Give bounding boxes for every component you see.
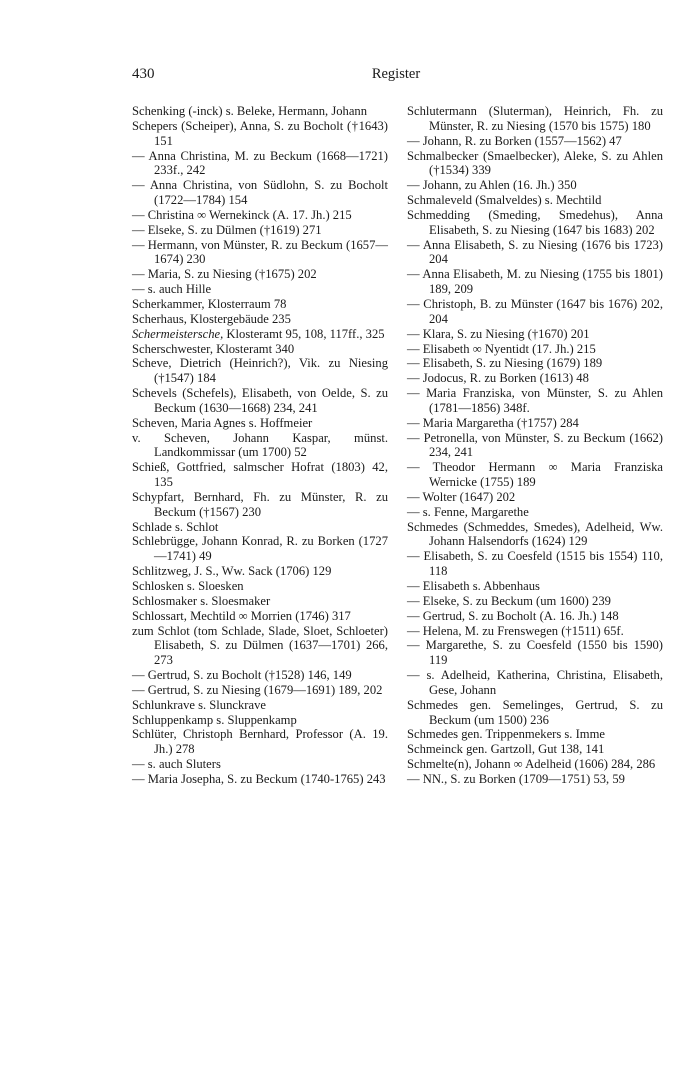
register-entry-text: — s. auch Hille [132, 282, 212, 297]
register-entry [407, 104, 663, 134]
register-entry [132, 757, 388, 772]
running-title: Register [371, 66, 421, 82]
register-entry-text: Schmedes gen. Trippenmekers s. Imme [407, 727, 605, 742]
register-entry-text: — Maria Margaretha (†1757) 284 [407, 415, 579, 430]
register-entry [407, 742, 663, 757]
register-entry [407, 149, 663, 179]
register-column-right [407, 104, 663, 787]
register-entry [407, 356, 663, 371]
register-entry [407, 178, 663, 193]
register-entry [407, 757, 663, 772]
register-entry [407, 579, 663, 594]
register-entry-text: — Anna Elisabeth, M. zu Niesing (1755 bis 1801) 189, 209 [407, 267, 663, 297]
register-entry-text: — Theodor Hermann ∞ Maria Franziska Wernicke (1755) 189 [407, 460, 663, 490]
register-entry [407, 490, 663, 505]
register-entry-text: — Maria, S. zu Niesing (†1675) 202 [132, 267, 317, 282]
register-entry [132, 238, 388, 268]
register-entry-text: — Elisabeth s. Abbenhaus [407, 579, 540, 593]
register-entry-text: — Elisabeth, S. zu Coesfeld (1515 bis 1554) 110, 118 [407, 549, 663, 579]
register-entry [407, 342, 663, 357]
register-entry [132, 104, 388, 119]
register-entry-text: zum Schlot (tom Schlade, Slade, Sloet, Schloeter) Elisabeth, S. zu Dülmen (1637—1701) 266, 273 [132, 623, 388, 668]
register-entry [407, 267, 663, 297]
register-entry-text: Schieß, Gottfried, salmscher Hofrat (1803) 42, 135 [132, 460, 388, 490]
register-entry-text: — s. Fenne, Margarethe [407, 504, 529, 519]
page-number: 430 [132, 66, 155, 82]
register-entry-text: Schenking (-inck) s. Beleke, Hermann, Johann [132, 104, 368, 118]
register-entry [132, 386, 388, 416]
register-entry-text: — Christoph, B. zu Münster (1647 bis 1676) 202, 204 [407, 296, 663, 326]
register-entry [132, 594, 388, 609]
register-entry [407, 505, 663, 520]
register-entry-text: — Elseke, S. zu Dülmen (†1619) 271 [132, 222, 322, 237]
register-entry-text: Schmalbecker (Smaelbecker), Aleke, S. zu Ahlen (†1534) 339 [407, 148, 663, 178]
register-entry [132, 208, 388, 223]
register-entry-text: — Margarethe, S. zu Coesfeld (1550 bis 1590) 119 [407, 638, 663, 668]
register-entry-text: Schlutermann (Sluterman), Heinrich, Fh. zu Münster, R. zu Niesing (1570 bis 1575) 180 [407, 104, 663, 133]
register-entry-text: Schluppenkamp s. Sluppenkamp [132, 712, 297, 727]
register-entry-text: Scheven, Maria Agnes s. Hoffmeier [132, 415, 313, 430]
register-entry [132, 564, 388, 579]
register-entry-text: — Gertrud, S. zu Bocholt (A. 16. Jh.) 148 [407, 608, 619, 623]
register-entry-text: — Gertrud, S. zu Bocholt (†1528) 146, 149 [132, 668, 352, 683]
register-entry [132, 727, 388, 757]
register-entry-text: Scheve, Dietrich (Heinrich?), Vik. zu Niesing (†1547) 184 [132, 356, 388, 386]
register-entry [407, 638, 663, 668]
register-entry-text: — Elisabeth ∞ Nyentidt (17. Jh.) 215 [407, 341, 596, 356]
register-entry [132, 713, 388, 728]
register-entry [132, 178, 388, 208]
register-entry-text: — s. auch Sluters [132, 757, 221, 772]
register-entry-text: v. Scheven, Johann Kaspar, münst. Landkommissar (um 1700) 52 [132, 430, 388, 460]
register-entry [407, 460, 663, 490]
register-entry-text: Schlosken s. Sloesken [132, 579, 244, 593]
register-entry [407, 772, 663, 787]
register-entry-text: Schlossart, Mechtild ∞ Morrien (1746) 317 [132, 608, 351, 623]
register-entry [132, 327, 388, 342]
register-entry-text: — Wolter (1647) 202 [407, 489, 516, 504]
register-entry-text: Schmelte(n), Johann ∞ Adelheid (1606) 284, 286 [407, 757, 656, 772]
register-entry [407, 238, 663, 268]
register-entry [407, 727, 663, 742]
register-entry [407, 208, 663, 238]
register-entry-text: — Klara, S. zu Niesing (†1670) 201 [407, 326, 590, 341]
register-entry [407, 193, 663, 208]
register-entry [132, 772, 388, 787]
register-entry [132, 416, 388, 431]
register-entry-text: — Anna Elisabeth, S. zu Niesing (1676 bis 1723) 204 [407, 237, 663, 267]
register-entry-text: Schmedes (Schmeddes, Smedes), Adelheid, Ww. Johann Halsendorfs (1624) 129 [407, 519, 663, 549]
register-entry [132, 668, 388, 683]
register-entry [407, 668, 663, 698]
register-entry-text: — Johann, zu Ahlen (16. Jh.) 350 [407, 178, 577, 193]
register-entry-text: — Johann, R. zu Borken (1557—1562) 47 [407, 133, 622, 148]
register-entry-text: — Jodocus, R. zu Borken (1613) 48 [407, 371, 589, 386]
register-entry [407, 594, 663, 609]
register-entry-text: Schepers (Scheiper), Anna, S. zu Bocholt (†1643) 151 [132, 118, 388, 148]
register-column-left [132, 104, 388, 787]
register-entry [132, 431, 388, 461]
register-entry-text: Schlüter, Christoph Bernhard, Professor (A. 19. Jh.) 278 [132, 727, 388, 757]
register-entry-text: — Elseke, S. zu Beckum (um 1600) 239 [407, 593, 611, 608]
register-entry-text: — Anna Christina, von Südlohn, S. zu Bocholt (1722—1784) 154 [132, 178, 388, 208]
register-entry-text: Schlade s. Schlot [132, 519, 219, 534]
register-entry [407, 520, 663, 550]
register-entry [132, 520, 388, 535]
register-entry [132, 356, 388, 386]
register-entry-text: Scherkammer, Klosterraum 78 [132, 296, 287, 311]
register-entry-head: Schermeistersche, [132, 326, 224, 341]
register-entry-text: — s. Adelheid, Katherina, Christina, Elisabeth, Gese, Johann [407, 668, 663, 697]
register-entry [132, 267, 388, 282]
register-entry-text: — Christina ∞ Wernekinck (A. 17. Jh.) 215 [132, 207, 352, 222]
register-entry-text: Schypfart, Bernhard, Fh. zu Münster, R. zu Beckum (†1567) 230 [132, 489, 388, 519]
register-entry-text: — Elisabeth, S. zu Niesing (1679) 189 [407, 356, 603, 371]
register-entry [132, 223, 388, 238]
register-entry-text: Schlunkrave s. Slunckrave [132, 697, 266, 712]
register-entry [132, 579, 388, 594]
register-entry-text: — Anna Christina, M. zu Beckum (1668—1721) 233f., 242 [132, 148, 388, 178]
register-entry [407, 371, 663, 386]
register-entry [407, 327, 663, 342]
register-entry [132, 119, 388, 149]
register-entry-text: — Helena, M. zu Frenswegen (†1511) 65f. [407, 623, 624, 638]
register-entry [407, 386, 663, 416]
register-entry-text: — Hermann, von Münster, R. zu Beckum (1657—1674) 230 [132, 237, 388, 267]
register-entry-text: — Maria Franziska, von Münster, S. zu Ahlen (1781—1856) 348f. [407, 386, 663, 415]
register-entry [132, 282, 388, 297]
register-entry-text: — Maria Josepha, S. zu Beckum (1740-1765) 243 [132, 771, 386, 786]
register-entry [407, 297, 663, 327]
register-entry [132, 698, 388, 713]
register-entry [407, 431, 663, 461]
register-entry [132, 609, 388, 624]
register-entry-text: Schmeinck gen. Gartzoll, Gut 138, 141 [407, 742, 605, 757]
register-entry [407, 549, 663, 579]
register-entry [132, 149, 388, 179]
register-entry-text: Schmedding (Smeding, Smedehus), Anna Elisabeth, S. zu Niesing (1647 bis 1683) 202 [407, 207, 663, 237]
register-entry-text: — Gertrud, S. zu Niesing (1679—1691) 189, 202 [132, 682, 383, 697]
page-header [132, 66, 660, 86]
register-entry-text: Scherhaus, Klostergebäude 235 [132, 311, 291, 326]
register-entry [132, 342, 388, 357]
register-entry-text: Schevels (Schefels), Elisabeth, von Oelde, S. zu Beckum (1630—1668) 234, 241 [132, 386, 388, 415]
register-entry [407, 416, 663, 431]
register-entry [407, 134, 663, 149]
register-entry-text: — NN., S. zu Borken (1709—1751) 53, 59 [407, 771, 625, 786]
register-entry [407, 624, 663, 639]
register-entry [132, 624, 388, 669]
register-entry [132, 297, 388, 312]
register-entry-text: Schmedes gen. Semelinges, Gertrud, S. zu Beckum (um 1500) 236 [407, 697, 663, 727]
register-entry [132, 534, 388, 564]
register-entry-text: Schmaleveld (Smalveldes) s. Mechtild [407, 193, 602, 208]
register-entry [132, 490, 388, 520]
register-entry [132, 683, 388, 698]
register-entry-text: Schlebrügge, Johann Konrad, R. zu Borken (1727—1741) 49 [132, 534, 388, 564]
register-entry-text: Schlitzweg, J. S., Ww. Sack (1706) 129 [132, 564, 332, 579]
register-entry [407, 609, 663, 624]
register-entry-text: Klosteramt 95, 108, 117ff., 325 [223, 326, 385, 341]
register-entry-text: Scherschwester, Klosteramt 340 [132, 341, 295, 356]
register-entry [132, 460, 388, 490]
register-entry-text: Schlosmaker s. Sloesmaker [132, 593, 271, 608]
register-entry [407, 698, 663, 728]
register-entry [132, 312, 388, 327]
register-entry-text: — Petronella, von Münster, S. zu Beckum (1662) 234, 241 [407, 430, 663, 460]
